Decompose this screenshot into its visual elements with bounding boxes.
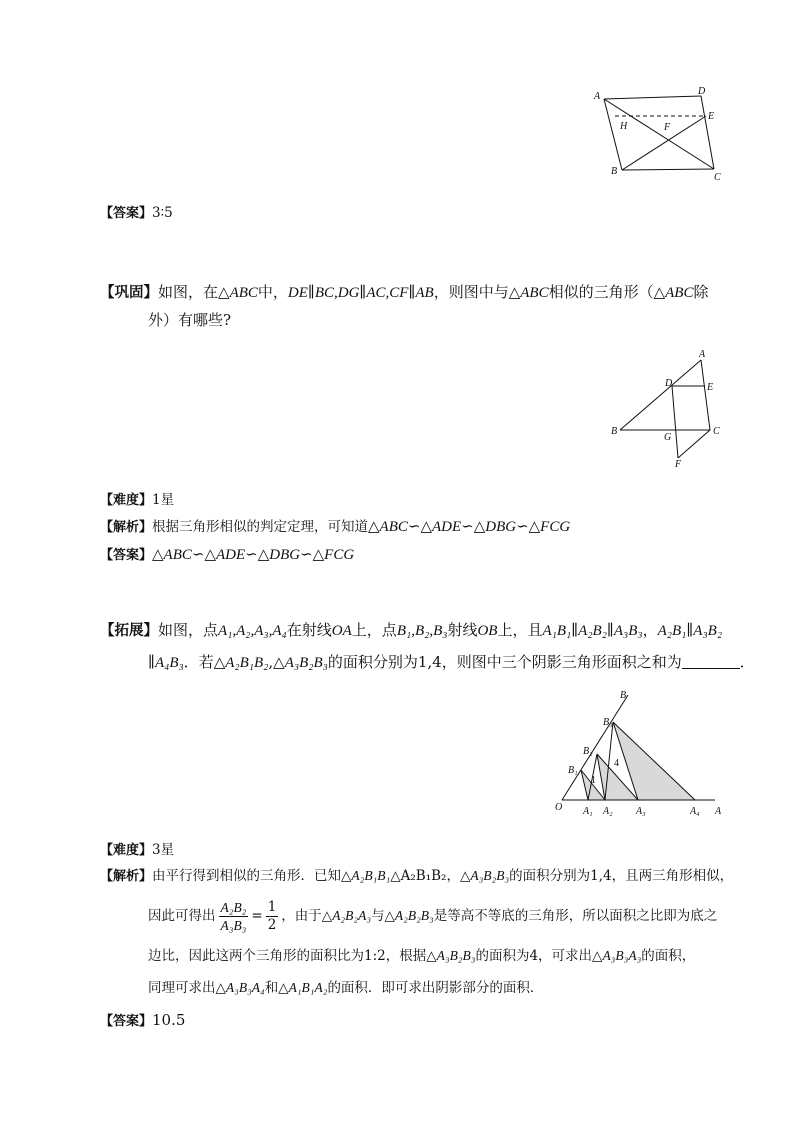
- a-text: 因此可得出: [148, 908, 216, 924]
- answer-tag: 【答案】: [100, 1014, 153, 1029]
- label-b: B: [611, 426, 618, 437]
- q-math: ∥: [148, 655, 155, 671]
- label-b3: B₃: [603, 717, 613, 728]
- edge-dc: [701, 96, 714, 169]
- consolidate-question-line1: [100, 282, 709, 303]
- label-h: H: [620, 121, 628, 132]
- a-math: A₃B₂B₃: [436, 948, 476, 963]
- q-text: ，则图中与△: [433, 283, 521, 301]
- q-text: 如图，点: [158, 621, 219, 639]
- analysis-text: 根据三角形相似的判定定理，可知道: [152, 519, 369, 535]
- line-cf: [678, 430, 710, 458]
- label-e: E: [707, 382, 714, 393]
- a-math: A₂B₁B₁: [351, 868, 391, 883]
- q-text: ．若△: [183, 653, 226, 671]
- answer-value: 3∶5: [152, 205, 173, 221]
- label-a3: A₃: [636, 806, 646, 817]
- analysis-result: △ABC∽△ADE∽△DBG∽△FCG: [368, 519, 571, 535]
- label-a4: A₄: [690, 806, 700, 817]
- a-text: △A₂B₁B₂，△: [390, 868, 471, 884]
- q-text: 上，且: [497, 621, 543, 639]
- a-math: 1,4: [590, 868, 612, 884]
- a-text: =: [251, 908, 263, 924]
- label-a: A: [594, 91, 601, 102]
- label-a2: A₂: [603, 806, 613, 817]
- q-math: OA: [331, 623, 352, 639]
- answer-3: [100, 1010, 185, 1032]
- q-math: A₄B₃: [154, 655, 184, 671]
- label-f: F: [675, 459, 682, 470]
- q-text: 如图，在: [158, 283, 219, 301]
- a-text: 是等高不等底的三角形，所以面积之比即为底之: [433, 908, 718, 924]
- q-math: OB: [477, 623, 498, 639]
- label-4: 4: [614, 758, 619, 769]
- a-text: 和△: [264, 980, 289, 996]
- analysis-tag: 【解析】: [100, 869, 153, 884]
- diag-ac: [604, 99, 714, 169]
- analysis-3-line2: [148, 898, 717, 934]
- extension-question-line2: [148, 652, 755, 673]
- a-math: A₃B₃A₃: [602, 948, 642, 963]
- answer-tag: 【答案】: [100, 206, 153, 221]
- rays-figure: [550, 690, 730, 820]
- label-a1: A₁: [583, 806, 593, 817]
- label-e: E: [708, 111, 715, 122]
- label-c: C: [713, 426, 720, 437]
- q-text: 的面积分别为1,4，则图中三个阴影三角形面积之和为: [327, 653, 682, 671]
- analysis-tag: 【解析】: [100, 520, 153, 535]
- fraction-numerator: 1: [267, 899, 277, 915]
- label-b2: B₂: [583, 746, 593, 757]
- a-text: 边比，因此这两个三角形的面积比为: [148, 948, 364, 964]
- label-g: G: [664, 432, 672, 443]
- difficulty-2: [100, 490, 174, 511]
- q-math: ABC: [520, 285, 549, 301]
- q-text: ,△: [268, 653, 285, 671]
- q-math: A₁,A₂,A₃,A₄: [218, 623, 287, 639]
- a-text: 与△: [371, 908, 395, 924]
- fraction-one-half: [266, 899, 279, 934]
- parallelogram-figure: [588, 84, 728, 189]
- q-text: 射线: [447, 621, 478, 639]
- difficulty-value: 1星: [152, 492, 175, 508]
- label-a: A: [699, 349, 706, 360]
- edge-ab: [620, 360, 701, 430]
- answer-1: [100, 203, 173, 224]
- q-math: A₃B₂B₃: [284, 655, 328, 671]
- fraction-denominator: 2: [267, 917, 277, 933]
- similar-triangles-figure: [606, 346, 736, 471]
- q-text: 除: [693, 283, 709, 301]
- a-math: 1:2: [364, 948, 386, 964]
- answer-tag: 【答案】: [100, 548, 153, 563]
- q-text: 相似的三角形（△: [548, 283, 666, 301]
- label-f: F: [664, 122, 671, 133]
- label-d: D: [665, 378, 673, 389]
- a-math: A₂B₂A₃: [332, 908, 372, 923]
- q-text: △: [218, 283, 230, 301]
- q-text: ．: [739, 653, 755, 671]
- difficulty-3: [100, 840, 174, 861]
- a-text: 的面积．即可求出阴影部分的面积．: [327, 980, 544, 996]
- difficulty-tag: 【难度】: [100, 493, 153, 508]
- a-text: 的面积，: [641, 948, 696, 964]
- edge-ad: [604, 96, 701, 99]
- a-text: 的面积分别为: [509, 868, 591, 884]
- a-text: ，根据△: [385, 948, 437, 964]
- analysis-3-line1: [100, 866, 733, 887]
- difficulty-value: 3星: [152, 842, 175, 858]
- q-math: B₁,B₂,B₃: [396, 623, 448, 639]
- difficulty-tag: 【难度】: [100, 843, 153, 858]
- a-math: 4: [529, 948, 539, 964]
- a-math: A₃B₃A₄: [225, 980, 265, 995]
- a-text: ，由于△: [281, 908, 333, 924]
- consolidate-tag: 【巩固】: [100, 285, 158, 301]
- fraction-numerator: A₂B₂: [220, 900, 247, 915]
- q-math: A₂B₁∥A₃B₂: [657, 623, 723, 639]
- a-math: A₃B₂B₃: [470, 868, 510, 883]
- consolidate-question-line2: 外）有哪些?: [148, 311, 232, 329]
- a-math: A₁B₁A₂: [288, 980, 328, 995]
- q-text: 中，: [257, 283, 288, 301]
- a-text: 由平行得到相似的三角形．已知△: [152, 868, 352, 884]
- extension-question-line1: [100, 620, 722, 641]
- q-math: ABC: [665, 285, 694, 301]
- q-math: ABC: [229, 285, 258, 301]
- label-o: O: [555, 802, 563, 813]
- q-math: A₁B₁∥A₂B₂∥A₃B₃: [542, 623, 643, 639]
- edge-ba: [604, 99, 622, 170]
- answer-2: [100, 545, 354, 566]
- q-text: 上，点: [351, 621, 397, 639]
- a-text: 的面积为: [475, 948, 530, 964]
- extension-tag: 【拓展】: [100, 623, 158, 639]
- answer-value: 10.5: [152, 1011, 186, 1029]
- edge-cb: [622, 169, 714, 170]
- a-text: 同理可求出△: [148, 980, 226, 996]
- q-text: ，: [642, 621, 658, 639]
- fraction-denominator: A₃B₃: [220, 918, 247, 933]
- q-text: 在射线: [286, 621, 332, 639]
- line-dg: [672, 386, 678, 458]
- answer-value: △ABC∽△ADE∽△DBG∽△FCG: [152, 547, 355, 563]
- answer-blank: [682, 654, 740, 669]
- label-d: D: [698, 86, 706, 97]
- a-text: ，可求出△: [538, 948, 603, 964]
- a-math: A₂B₂B₃: [394, 908, 434, 923]
- label-c: C: [714, 172, 721, 183]
- q-math-conditions: DE∥BC,DG∥AC,CF∥AB: [287, 285, 434, 301]
- label-b: B: [611, 166, 618, 177]
- analysis-2: [100, 517, 570, 538]
- analysis-3-line3: [148, 946, 695, 966]
- q-math: A₂B₁B₂: [225, 655, 269, 671]
- analysis-3-line4: [148, 978, 543, 998]
- label-a: A: [715, 806, 722, 817]
- label-b: B: [620, 690, 627, 701]
- edge-ac: [701, 360, 710, 430]
- label-b1: B₁: [568, 765, 578, 776]
- a-text: ，且两三角形相似，: [611, 868, 734, 884]
- label-1: 1: [591, 775, 596, 786]
- fraction-a2b2-over-a3b3: [219, 899, 249, 934]
